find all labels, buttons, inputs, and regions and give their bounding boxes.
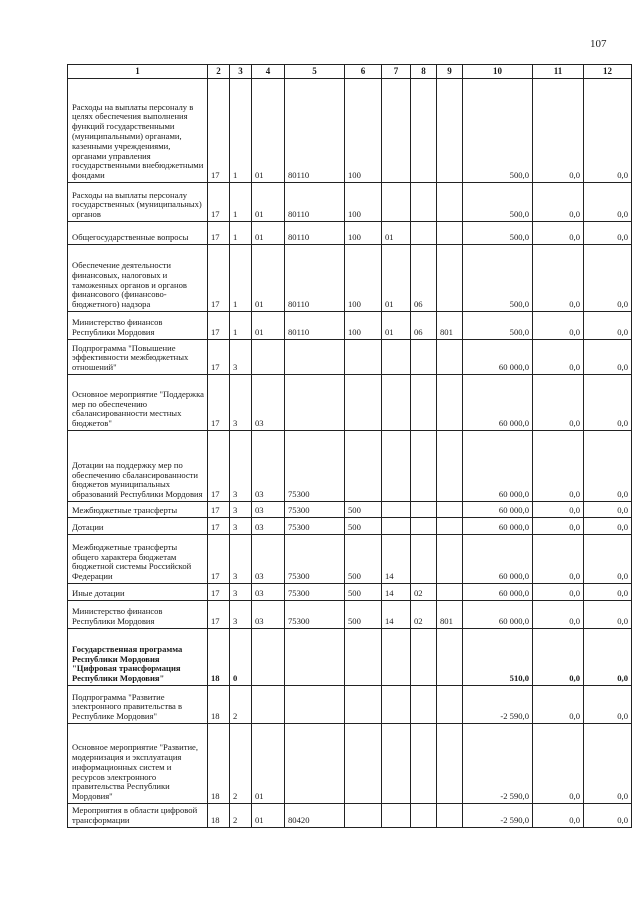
row-amount-cell: 0,0: [584, 183, 632, 222]
table-row: [68, 629, 632, 686]
row-amount-cell: 60 000,0: [463, 340, 533, 375]
row-name-cell: Дотации: [68, 518, 208, 535]
row-code-cell: 01: [252, 222, 285, 245]
row-amount-cell: 0,0: [584, 686, 632, 724]
row-code-cell: [382, 431, 411, 502]
row-code-cell: 1: [230, 79, 252, 183]
row-amount-cell: 0,0: [584, 629, 632, 686]
row-amount-cell: 0,0: [533, 724, 584, 804]
row-code-cell: [285, 686, 345, 724]
row-code-cell: [437, 584, 463, 601]
row-code-cell: 2: [230, 724, 252, 804]
row-code-cell: 01: [252, 804, 285, 828]
table-row: [68, 431, 632, 502]
row-code-cell: [411, 535, 437, 584]
row-code-cell: 01: [252, 312, 285, 340]
row-amount-cell: 0,0: [584, 431, 632, 502]
row-code-cell: 80110: [285, 312, 345, 340]
row-code-cell: 06: [411, 245, 437, 312]
row-name-cell: Государственная программа Республики Мордовия "Цифровая трансформация Республики Мордовия": [68, 629, 208, 686]
row-code-cell: 500: [345, 584, 382, 601]
row-code-cell: 17: [208, 183, 230, 222]
header-cell: 2: [208, 65, 230, 79]
row-amount-cell: 0,0: [533, 629, 584, 686]
row-code-cell: 17: [208, 79, 230, 183]
row-code-cell: 02: [411, 601, 437, 629]
row-code-cell: [345, 724, 382, 804]
header-cell: 3: [230, 65, 252, 79]
row-code-cell: [437, 340, 463, 375]
row-code-cell: [411, 518, 437, 535]
row-amount-cell: 0,0: [533, 804, 584, 828]
row-name-cell: Основное мероприятие "Поддержка мер по обеспечению сбалансированности местных бюджетов": [68, 375, 208, 431]
row-code-cell: 3: [230, 431, 252, 502]
row-code-cell: [437, 518, 463, 535]
header-row: [68, 65, 632, 79]
table-row: [68, 340, 632, 375]
row-amount-cell: 0,0: [533, 584, 584, 601]
row-code-cell: [437, 183, 463, 222]
row-code-cell: 03: [252, 502, 285, 518]
row-code-cell: 80110: [285, 183, 345, 222]
row-amount-cell: 0,0: [584, 804, 632, 828]
row-code-cell: 02: [411, 584, 437, 601]
row-amount-cell: 0,0: [584, 375, 632, 431]
row-code-cell: 14: [382, 601, 411, 629]
row-amount-cell: 60 000,0: [463, 518, 533, 535]
row-code-cell: 100: [345, 79, 382, 183]
row-code-cell: [437, 629, 463, 686]
row-code-cell: [411, 183, 437, 222]
row-code-cell: [252, 340, 285, 375]
table-row: [68, 601, 632, 629]
row-code-cell: [252, 686, 285, 724]
row-code-cell: 500: [345, 518, 382, 535]
row-code-cell: 80110: [285, 245, 345, 312]
row-code-cell: 3: [230, 601, 252, 629]
header-cell: 10: [463, 65, 533, 79]
row-code-cell: 17: [208, 601, 230, 629]
table-row: [68, 686, 632, 724]
row-amount-cell: 0,0: [533, 535, 584, 584]
row-code-cell: 3: [230, 535, 252, 584]
row-code-cell: 17: [208, 375, 230, 431]
row-amount-cell: 0,0: [584, 724, 632, 804]
row-code-cell: 17: [208, 340, 230, 375]
row-amount-cell: 0,0: [584, 245, 632, 312]
row-code-cell: 01: [252, 245, 285, 312]
row-code-cell: [437, 804, 463, 828]
row-code-cell: [345, 431, 382, 502]
row-code-cell: [345, 686, 382, 724]
row-amount-cell: 500,0: [463, 245, 533, 312]
row-amount-cell: 0,0: [533, 601, 584, 629]
row-code-cell: [382, 804, 411, 828]
row-code-cell: 1: [230, 245, 252, 312]
row-name-cell: Мероприятия в области цифровой трансформации: [68, 804, 208, 828]
row-name-cell: Обеспечение деятельности финансовых, налоговых и таможенных органов и органов финансового (финансово-бюджетного) надзора: [68, 245, 208, 312]
row-code-cell: 100: [345, 222, 382, 245]
row-name-cell: Министерство финансов Республики Мордовия: [68, 601, 208, 629]
row-code-cell: 17: [208, 222, 230, 245]
row-amount-cell: 0,0: [584, 518, 632, 535]
row-name-cell: Расходы на выплаты персоналу в целях обеспечения выполнения функций государственными (муниципальными) органами, казенными учреждениями, органами управления государственными внебюджетными фондами: [68, 79, 208, 183]
table-row: [68, 518, 632, 535]
row-code-cell: [437, 686, 463, 724]
row-code-cell: 500: [345, 601, 382, 629]
row-code-cell: 3: [230, 584, 252, 601]
row-code-cell: 01: [252, 724, 285, 804]
row-code-cell: 801: [437, 312, 463, 340]
row-code-cell: [382, 340, 411, 375]
row-name-cell: Межбюджетные трансферты общего характера бюджетам бюджетной системы Российской Федерации: [68, 535, 208, 584]
row-amount-cell: 0,0: [533, 340, 584, 375]
header-cell: 4: [252, 65, 285, 79]
row-code-cell: [382, 629, 411, 686]
row-amount-cell: 0,0: [533, 183, 584, 222]
row-code-cell: 14: [382, 535, 411, 584]
row-code-cell: [437, 502, 463, 518]
row-amount-cell: 0,0: [584, 584, 632, 601]
row-code-cell: 01: [252, 79, 285, 183]
row-code-cell: 17: [208, 584, 230, 601]
row-code-cell: 01: [382, 245, 411, 312]
row-code-cell: 03: [252, 431, 285, 502]
row-code-cell: [411, 629, 437, 686]
row-amount-cell: 0,0: [584, 601, 632, 629]
row-amount-cell: -2 590,0: [463, 686, 533, 724]
row-code-cell: 75300: [285, 584, 345, 601]
row-code-cell: 80110: [285, 79, 345, 183]
row-code-cell: [285, 724, 345, 804]
row-amount-cell: 0,0: [584, 79, 632, 183]
table-row: [68, 584, 632, 601]
row-code-cell: [437, 431, 463, 502]
row-code-cell: [411, 686, 437, 724]
row-code-cell: 18: [208, 686, 230, 724]
row-amount-cell: 60 000,0: [463, 535, 533, 584]
row-code-cell: [411, 222, 437, 245]
header-cell: 1: [68, 65, 208, 79]
row-code-cell: 17: [208, 518, 230, 535]
row-amount-cell: 0,0: [533, 375, 584, 431]
row-code-cell: 3: [230, 375, 252, 431]
row-code-cell: [382, 375, 411, 431]
row-code-cell: [382, 79, 411, 183]
row-code-cell: 1: [230, 183, 252, 222]
row-code-cell: [382, 502, 411, 518]
row-amount-cell: 60 000,0: [463, 375, 533, 431]
row-code-cell: [411, 79, 437, 183]
budget-table: [67, 64, 632, 828]
row-amount-cell: 60 000,0: [463, 584, 533, 601]
row-amount-cell: -2 590,0: [463, 724, 533, 804]
row-name-cell: Общегосударственные вопросы: [68, 222, 208, 245]
row-code-cell: 17: [208, 431, 230, 502]
row-code-cell: 3: [230, 340, 252, 375]
row-code-cell: 01: [382, 312, 411, 340]
row-code-cell: [345, 375, 382, 431]
row-name-cell: Подпрограмма "Развитие электронного правительства в Республике Мордовия": [68, 686, 208, 724]
row-amount-cell: 0,0: [584, 535, 632, 584]
row-code-cell: 18: [208, 724, 230, 804]
row-name-cell: Министерство финансов Республики Мордовия: [68, 312, 208, 340]
row-code-cell: 17: [208, 312, 230, 340]
row-code-cell: 18: [208, 804, 230, 828]
table-row: [68, 222, 632, 245]
table-row: [68, 183, 632, 222]
row-code-cell: 100: [345, 312, 382, 340]
row-amount-cell: 500,0: [463, 312, 533, 340]
row-code-cell: 17: [208, 502, 230, 518]
row-code-cell: [345, 804, 382, 828]
row-code-cell: [285, 375, 345, 431]
row-code-cell: [411, 724, 437, 804]
row-code-cell: [437, 222, 463, 245]
table-row: [68, 804, 632, 828]
table-row: [68, 79, 632, 183]
row-code-cell: 75300: [285, 518, 345, 535]
header-cell: 9: [437, 65, 463, 79]
row-code-cell: 500: [345, 535, 382, 584]
row-code-cell: [382, 518, 411, 535]
row-code-cell: 801: [437, 601, 463, 629]
row-code-cell: 1: [230, 222, 252, 245]
table-row: [68, 535, 632, 584]
row-code-cell: [285, 340, 345, 375]
row-amount-cell: -2 590,0: [463, 804, 533, 828]
header-cell: 8: [411, 65, 437, 79]
row-code-cell: 2: [230, 686, 252, 724]
table-row: [68, 502, 632, 518]
row-code-cell: 3: [230, 502, 252, 518]
row-code-cell: 0: [230, 629, 252, 686]
row-amount-cell: 60 000,0: [463, 502, 533, 518]
row-amount-cell: 60 000,0: [463, 601, 533, 629]
row-code-cell: 06: [411, 312, 437, 340]
page-number: 107: [590, 38, 607, 50]
row-amount-cell: 0,0: [584, 222, 632, 245]
row-code-cell: 01: [252, 183, 285, 222]
header-cell: 6: [345, 65, 382, 79]
header-cell: 5: [285, 65, 345, 79]
row-code-cell: [437, 375, 463, 431]
row-code-cell: [382, 686, 411, 724]
row-code-cell: 75300: [285, 535, 345, 584]
table-row: [68, 312, 632, 340]
row-code-cell: 75300: [285, 601, 345, 629]
row-code-cell: 17: [208, 535, 230, 584]
row-code-cell: 75300: [285, 502, 345, 518]
row-code-cell: 3: [230, 518, 252, 535]
row-code-cell: 75300: [285, 431, 345, 502]
row-code-cell: 17: [208, 245, 230, 312]
row-amount-cell: 0,0: [584, 502, 632, 518]
row-code-cell: [345, 629, 382, 686]
row-amount-cell: 0,0: [533, 686, 584, 724]
header-cell: 7: [382, 65, 411, 79]
row-code-cell: 03: [252, 584, 285, 601]
header-cell: 11: [533, 65, 584, 79]
header-cell: 12: [584, 65, 632, 79]
row-name-cell: Межбюджетные трансферты: [68, 502, 208, 518]
row-code-cell: 03: [252, 535, 285, 584]
row-code-cell: [437, 245, 463, 312]
row-code-cell: 80420: [285, 804, 345, 828]
row-amount-cell: 60 000,0: [463, 431, 533, 502]
row-code-cell: [437, 79, 463, 183]
row-amount-cell: 510,0: [463, 629, 533, 686]
row-code-cell: 80110: [285, 222, 345, 245]
row-code-cell: [411, 375, 437, 431]
row-code-cell: [382, 183, 411, 222]
row-name-cell: Иные дотации: [68, 584, 208, 601]
row-code-cell: 100: [345, 245, 382, 312]
row-code-cell: [252, 629, 285, 686]
row-code-cell: 03: [252, 601, 285, 629]
row-amount-cell: 0,0: [533, 79, 584, 183]
row-amount-cell: 500,0: [463, 183, 533, 222]
row-amount-cell: 0,0: [533, 431, 584, 502]
row-name-cell: Подпрограмма "Повышение эффективности межбюджетных отношений": [68, 340, 208, 375]
row-code-cell: [411, 804, 437, 828]
row-code-cell: 01: [382, 222, 411, 245]
row-amount-cell: 500,0: [463, 79, 533, 183]
row-code-cell: [411, 431, 437, 502]
row-code-cell: [411, 502, 437, 518]
row-code-cell: 03: [252, 518, 285, 535]
row-code-cell: 14: [382, 584, 411, 601]
row-name-cell: Дотации на поддержку мер по обеспечению сбалансированности бюджетов муниципальных образований Республики Мордовия: [68, 431, 208, 502]
row-code-cell: [285, 629, 345, 686]
table-row: [68, 375, 632, 431]
row-code-cell: [437, 535, 463, 584]
row-code-cell: [345, 340, 382, 375]
row-code-cell: [437, 724, 463, 804]
row-amount-cell: 0,0: [533, 222, 584, 245]
row-code-cell: 2: [230, 804, 252, 828]
row-amount-cell: 0,0: [533, 312, 584, 340]
row-code-cell: 500: [345, 502, 382, 518]
table-row: [68, 724, 632, 804]
row-code-cell: 1: [230, 312, 252, 340]
row-amount-cell: 0,0: [533, 518, 584, 535]
row-code-cell: [411, 340, 437, 375]
row-name-cell: Основное мероприятие "Развитие, модернизация и эксплуатация информационных систем и ресурсов электронного правительства Республики Мордовия": [68, 724, 208, 804]
row-code-cell: 03: [252, 375, 285, 431]
row-code-cell: 100: [345, 183, 382, 222]
table-row: [68, 245, 632, 312]
row-code-cell: 18: [208, 629, 230, 686]
row-amount-cell: 0,0: [584, 340, 632, 375]
row-code-cell: [382, 724, 411, 804]
row-amount-cell: 0,0: [584, 312, 632, 340]
row-name-cell: Расходы на выплаты персоналу государственных (муниципальных) органов: [68, 183, 208, 222]
row-amount-cell: 0,0: [533, 245, 584, 312]
row-amount-cell: 500,0: [463, 222, 533, 245]
row-amount-cell: 0,0: [533, 502, 584, 518]
